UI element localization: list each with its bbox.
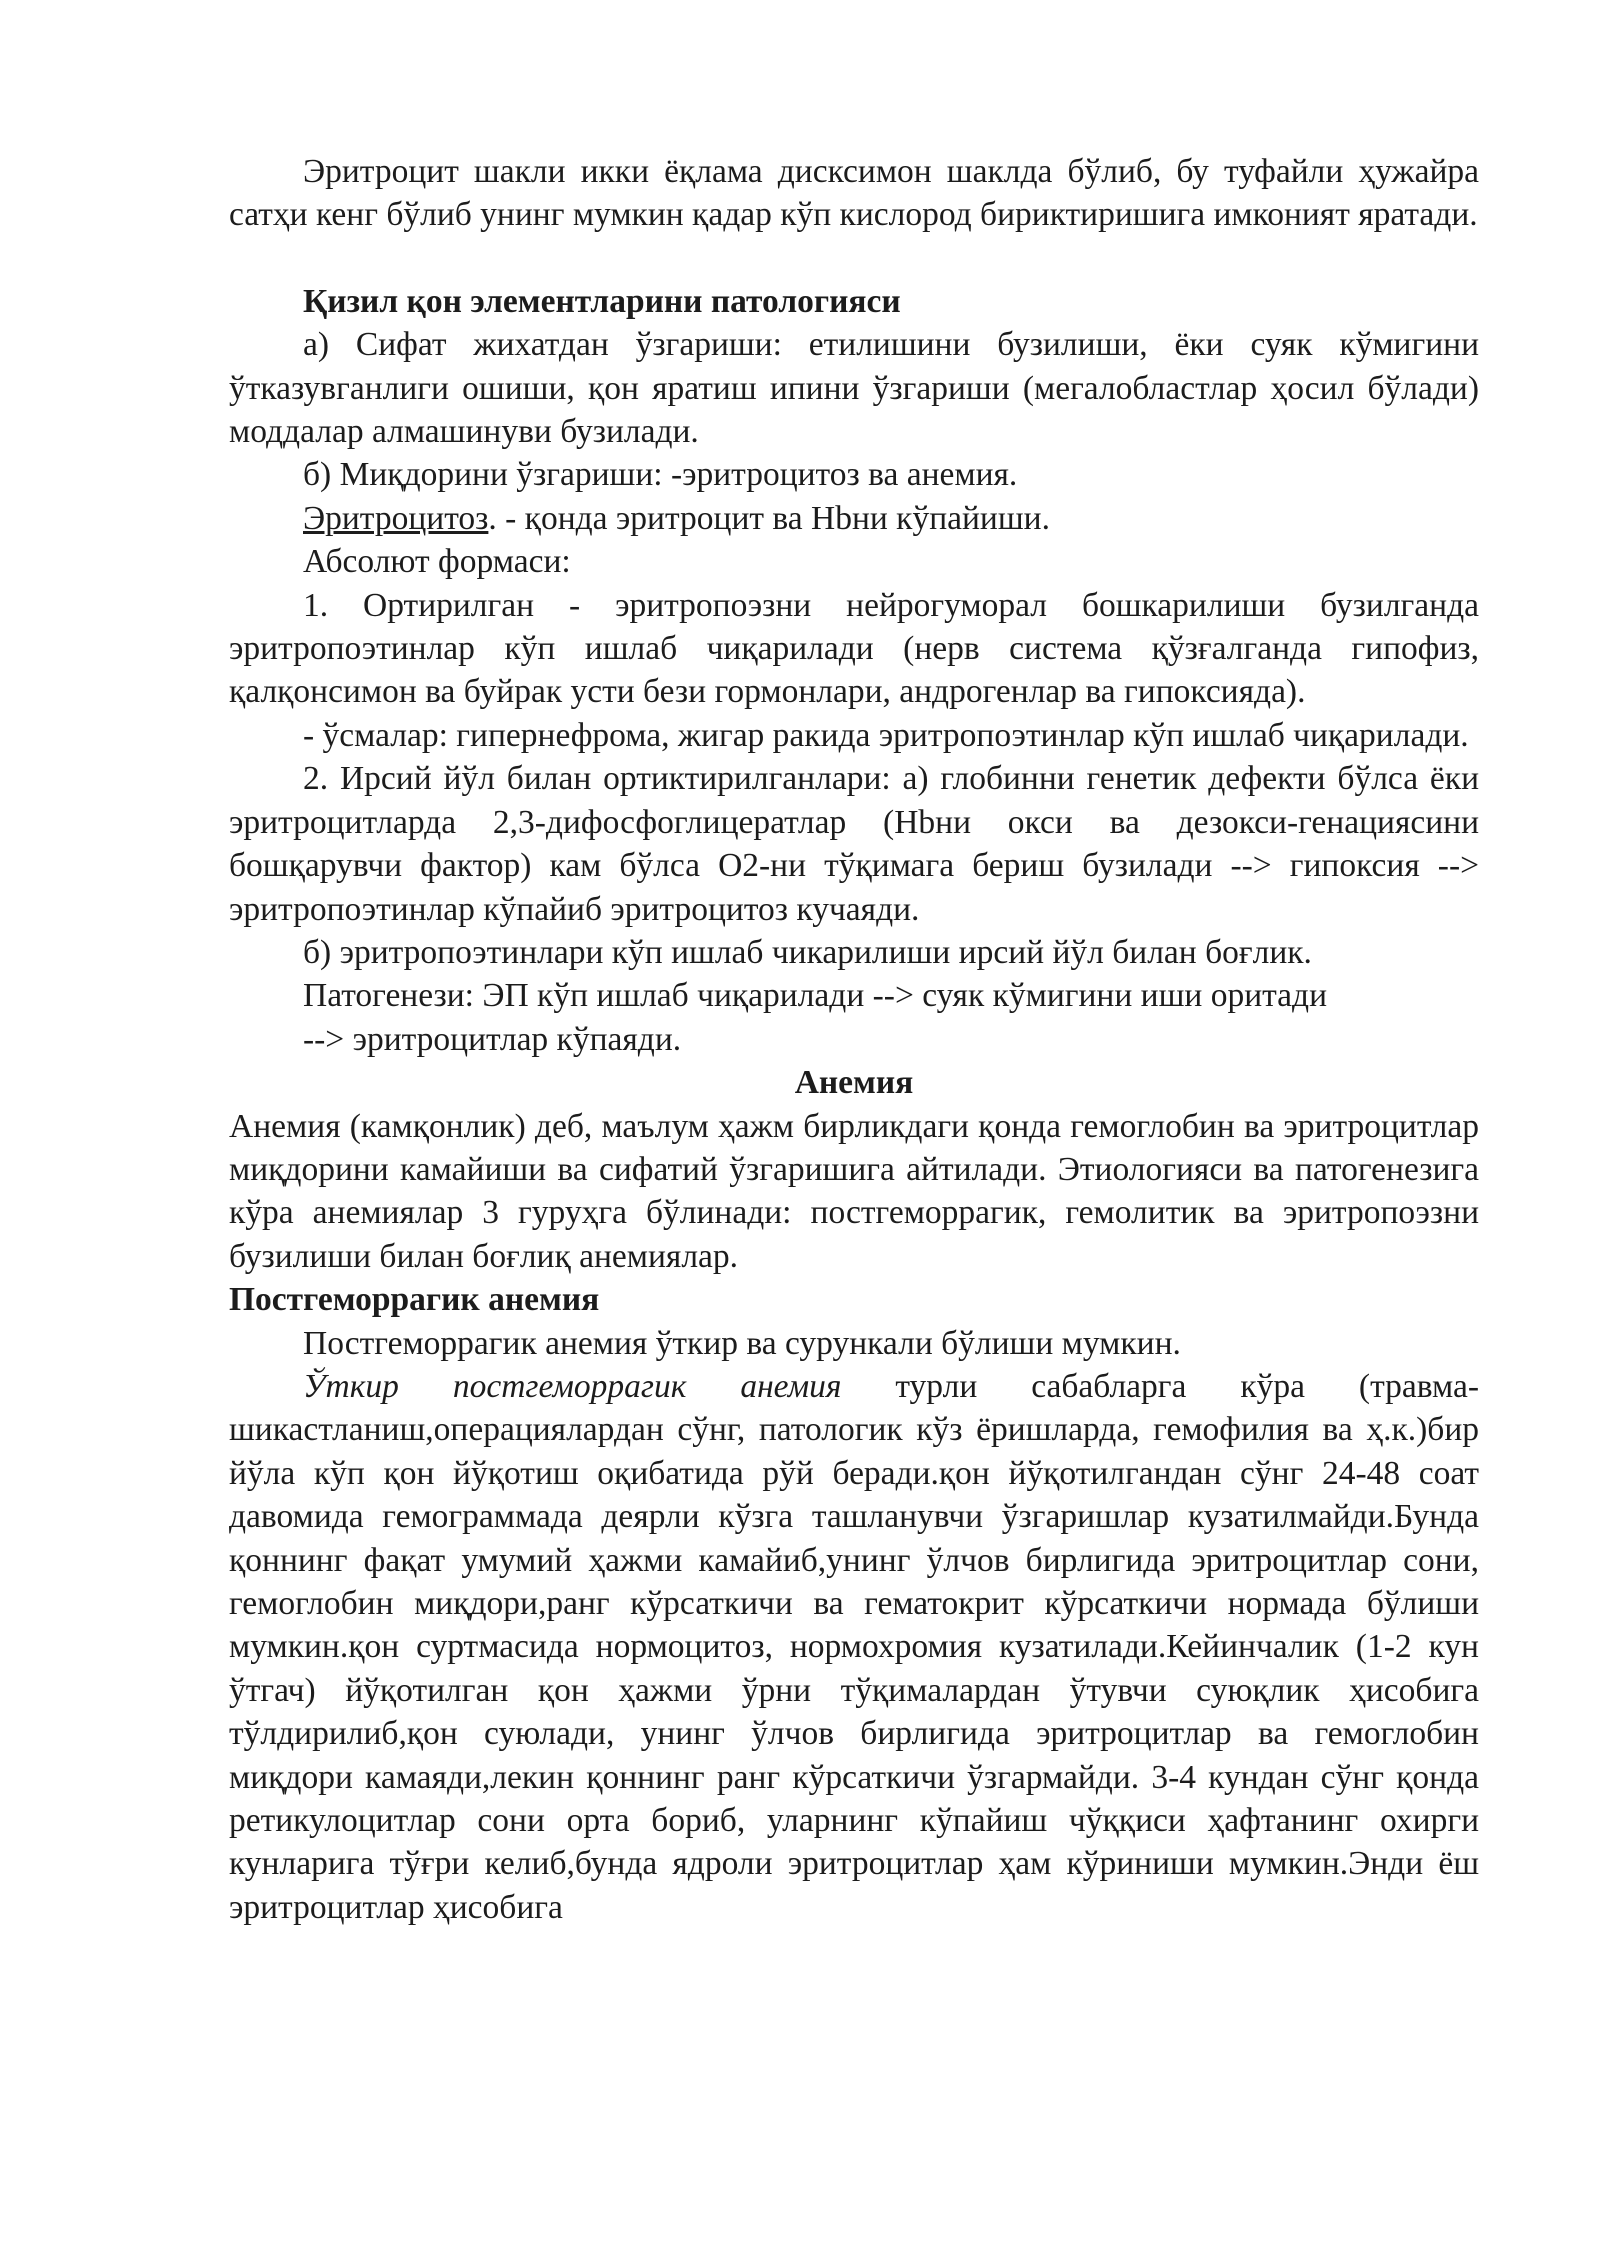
paragraph-hereditary-b: б) эритропоэтинлари кўп ишлаб чикарилиши ирсий йўл билан боғлик.	[303, 933, 1312, 971]
paragraph-hereditary: 2. Ирсий йўл билан ортиктирилганлари: а) глобинни генетик дефекти бўлса ёки эритроцитларда 2,3-дифосфоглицератлар (Hbни окси ва дезокси-генациясини бошқарувчи фактор) кам бўлса О2-ни тўқимага бериш бузилади --> гипоксия --> эритропоэтинлар кўпайиб эритроцитоз кучаяди.	[229, 760, 1479, 928]
paragraph-quantity-change: б) Миқдорини ўзгариши: -эритроцитоз ва анемия.	[303, 456, 1018, 494]
acute-posthemorrhagic-description: турли сабабларга кўра (травма-шикастланиш,операциялардан сўнг, патологик кўз ёришларда, гемофилия ва ҳ.к.)бир йўла кўп қон йўқотиш оқибатида рўй беради.қон йўқотилгандан сўнг 24-48 соат давомида гемограммада деярли кўзга ташланувчи ўзгаришлар кузатилмайди.Бунда қоннинг фақат умумий ҳажми камайиб,унинг ўлчов бирлигида эритроцитлар сони, гемоглобин миқдори,ранг кўрсаткичи ва гематокрит кўрсаткичи нормада бўлиши мумкин.қон суртмасида нормоцитоз, нормохромия кузатилади.Кейинчалик (1-2 кун ўтгач) йўқотилган қон ҳажми ўрни тўқималардан ўтувчи суюқлик ҳисобига тўлдирилиб,қон суюлади, унинг ўлчов бирлигида эритроцитлар ва гемоглобин миқдори камаяди,лекин қоннинг ранг кўрсаткичи ўзгармайди. 3-4 кундан сўнг қонда ретикулоцитлар сони орта бориб, уларнинг кўпайиш чўққиси ҳафтанинг охирги кунларига тўғри келиб,бунда ядроли эритроцитлар ҳам кўриниши мумкин.Энди ёш эритроцитлар ҳисобига	[229, 1367, 1479, 1926]
document-page	[229, 150, 1479, 1929]
term-erythrocytosis: Эритроцитоз	[303, 499, 489, 537]
term-acute-posthemorrhagic-anemia: Ўткир постгеморрагик анемия	[303, 1367, 842, 1405]
heading-anemia: Анемия	[794, 1064, 914, 1102]
paragraph-pathogenesis: Патогенези: ЭП кўп ишлаб чиқарилади --> суяк кўмигини иши оритади	[303, 977, 1328, 1015]
paragraph-posthemorrhagic-types: Постгеморрагик анемия ўткир ва сурункали бўлиши мумкин.	[303, 1324, 1181, 1362]
heading-posthemorrhagic-anemia: Постгеморрагик анемия	[229, 1281, 600, 1319]
paragraph-quality-change: а) Сифат жихатдан ўзгариши: етилишини бузилиши, ёки суяк кўмигини ўтказувганлиги ошиши, қон яратиш ипини ўзгариши (мегалобластлар ҳосил бўлади) моддалар алмашинуви бузилади.	[229, 326, 1479, 451]
paragraph-erythrocyte-shape: Эритроцит шакли икки ёқлама дисксимон шаклда бўлиб, бу туфайли ҳужайра сатҳи кенг бўлиб унинг мумкин қадар кўп кислород бириктиришига имконият яратади.	[229, 153, 1479, 234]
blank-line	[229, 237, 1479, 280]
heading-red-cell-pathology: Қизил қон элементларини патологияси	[303, 282, 901, 320]
paragraph-tumors: - ўсмалар: гипернефрома, жигар ракида эритропоэтинлар кўп ишлаб чиқарилади.	[303, 716, 1469, 754]
paragraph-acute-posthemorrhagic	[229, 1365, 1479, 1929]
paragraph-absolute-form: Абсолют формаси:	[303, 543, 571, 581]
paragraph-acquired: 1. Ортирилган - эритропоэзни нейрогуморал бошкарилиши бузилганда эритропоэтинлар кўп ишлаб чиқарилади (нерв система қўзғалганда гипофиз, қалқонсимон ва буйрак усти бези гормонлари, андрогенлар ва гипоксияда).	[229, 586, 1479, 711]
erythrocytosis-definition: . - қонда эритроцит ва Hbни кўпайиши.	[488, 499, 1050, 537]
paragraph-anemia-definition: Анемия (камқонлик) деб, маълум ҳажм бирликдаги қонда гемоглобин ва эритроцитлар миқдорини камайиши ва сифатий ўзгаришига айтилади. Этиологияси ва патогенезига кўра анемиялар 3 гуруҳга бўлинади: постгеморрагик, гемолитик ва эритропоэзни бузилиши билан боғлиқ анемиялар.	[229, 1107, 1479, 1275]
paragraph-pathogenesis-result: --> эритроцитлар кўпаяди.	[303, 1020, 682, 1058]
paragraph-erythrocytosis	[229, 497, 1479, 540]
